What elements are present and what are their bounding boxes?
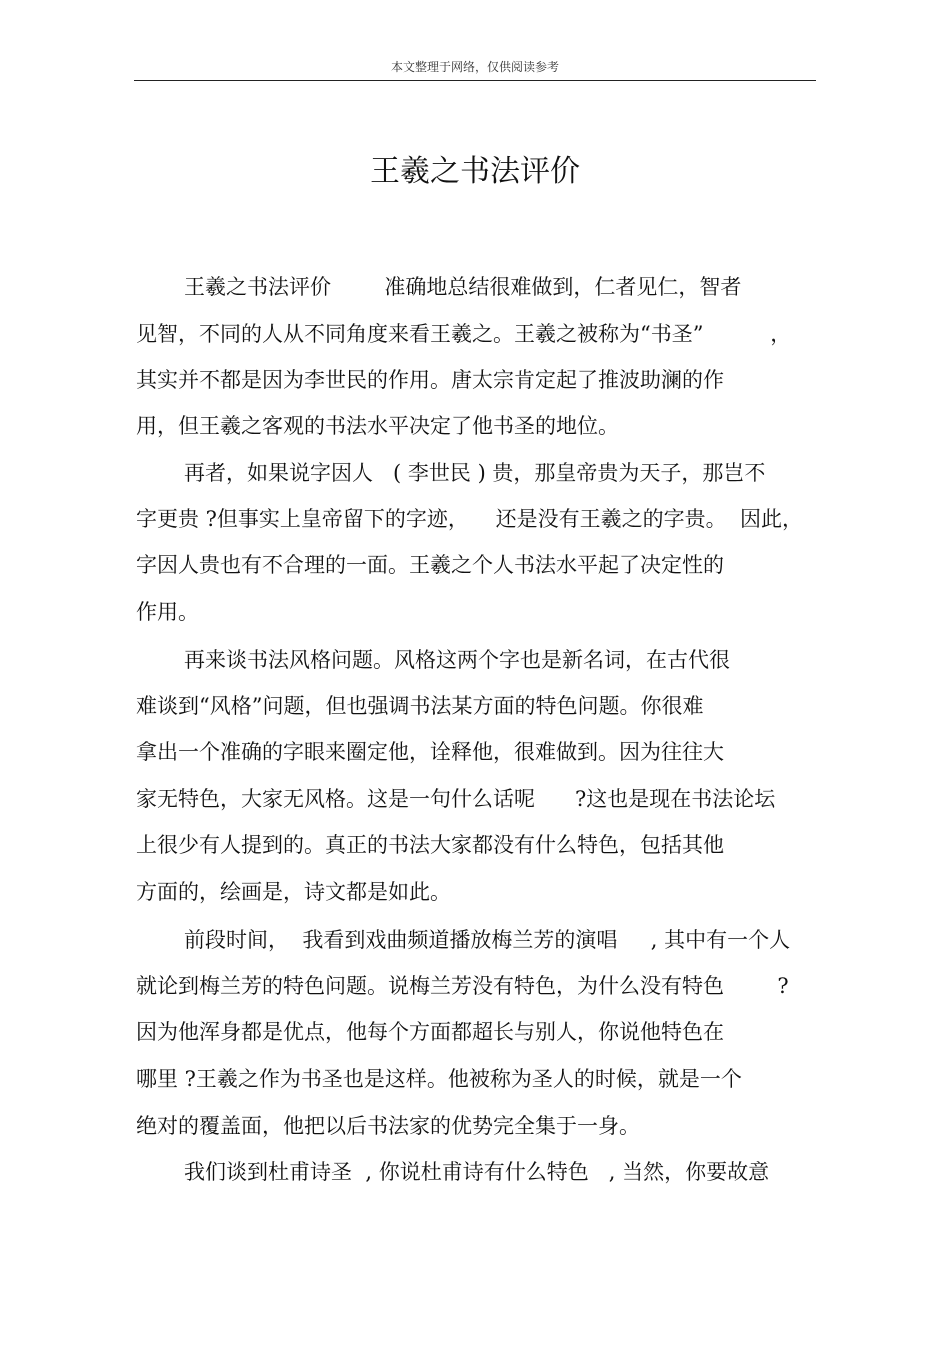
body-line: 前段时间， 我看到戏曲频道播放梅兰芳的演唱 , 其中有一个人: [184, 928, 791, 952]
body-line: 就论到梅兰芳的特色问题。说梅兰芳没有特色，为什么没有特色 ?: [136, 974, 789, 998]
body-line: 绝对的覆盖面，他把以后书法家的优势完全集于一身。: [136, 1114, 640, 1138]
body-line: 字因人贵也有不合理的一面。王羲之个人书法水平起了决定性的: [136, 553, 724, 577]
header-divider: [134, 80, 816, 81]
body-line: 见智，不同的人从不同角度来看王羲之。王羲之被称为“书圣” ，: [136, 322, 792, 346]
body-line: 作用。: [136, 600, 199, 624]
body-line: 难谈到“风格”问题，但也强调书法某方面的特色问题。你很难: [136, 694, 704, 718]
body-line: 方面的，绘画是，诗文都是如此。: [136, 880, 451, 904]
document-title: 王羲之书法评价: [370, 154, 580, 189]
body-line: 我们谈到杜甫诗圣 , 你说杜甫诗有什么特色 , 当然，你要故意: [184, 1160, 770, 1184]
body-line: 因为他浑身都是优点，他每个方面都超长与别人，你说他特色在: [136, 1020, 724, 1044]
body-line: 用，但王羲之客观的书法水平决定了他书圣的地位。: [136, 414, 619, 438]
body-line: 拿出一个准确的字眼来圈定他，诠释他，很难做到。因为往往大: [136, 740, 724, 764]
body-line: 上很少有人提到的。真正的书法大家都没有什么特色，包括其他: [136, 833, 724, 857]
body-line: 再来谈书法风格问题。风格这两个字也是新名词，在古代很: [184, 648, 730, 672]
body-line: 哪里 ?王羲之作为书圣也是这样。他被称为圣人的时候，就是一个: [136, 1067, 742, 1091]
body-line: 其实并不都是因为李世民的作用。唐太宗肯定起了推波助澜的作: [136, 368, 724, 392]
body-line: 再者，如果说字因人 ( 李世民 ) 贵，那皇帝贵为天子，那岂不: [184, 461, 766, 485]
header-note: 本文整理于网络，仅供阅读参考: [390, 60, 559, 74]
body-line: 家无特色，大家无风格。这是一句什么话呢 ?这也是现在书法论坛: [136, 787, 776, 811]
body-line: 王羲之书法评价 准确地总结很难做到，仁者见仁，智者: [184, 275, 742, 299]
body-line: 字更贵 ?但事实上皇帝留下的字迹， 还是没有王羲之的字贵。 因此，: [136, 507, 803, 531]
